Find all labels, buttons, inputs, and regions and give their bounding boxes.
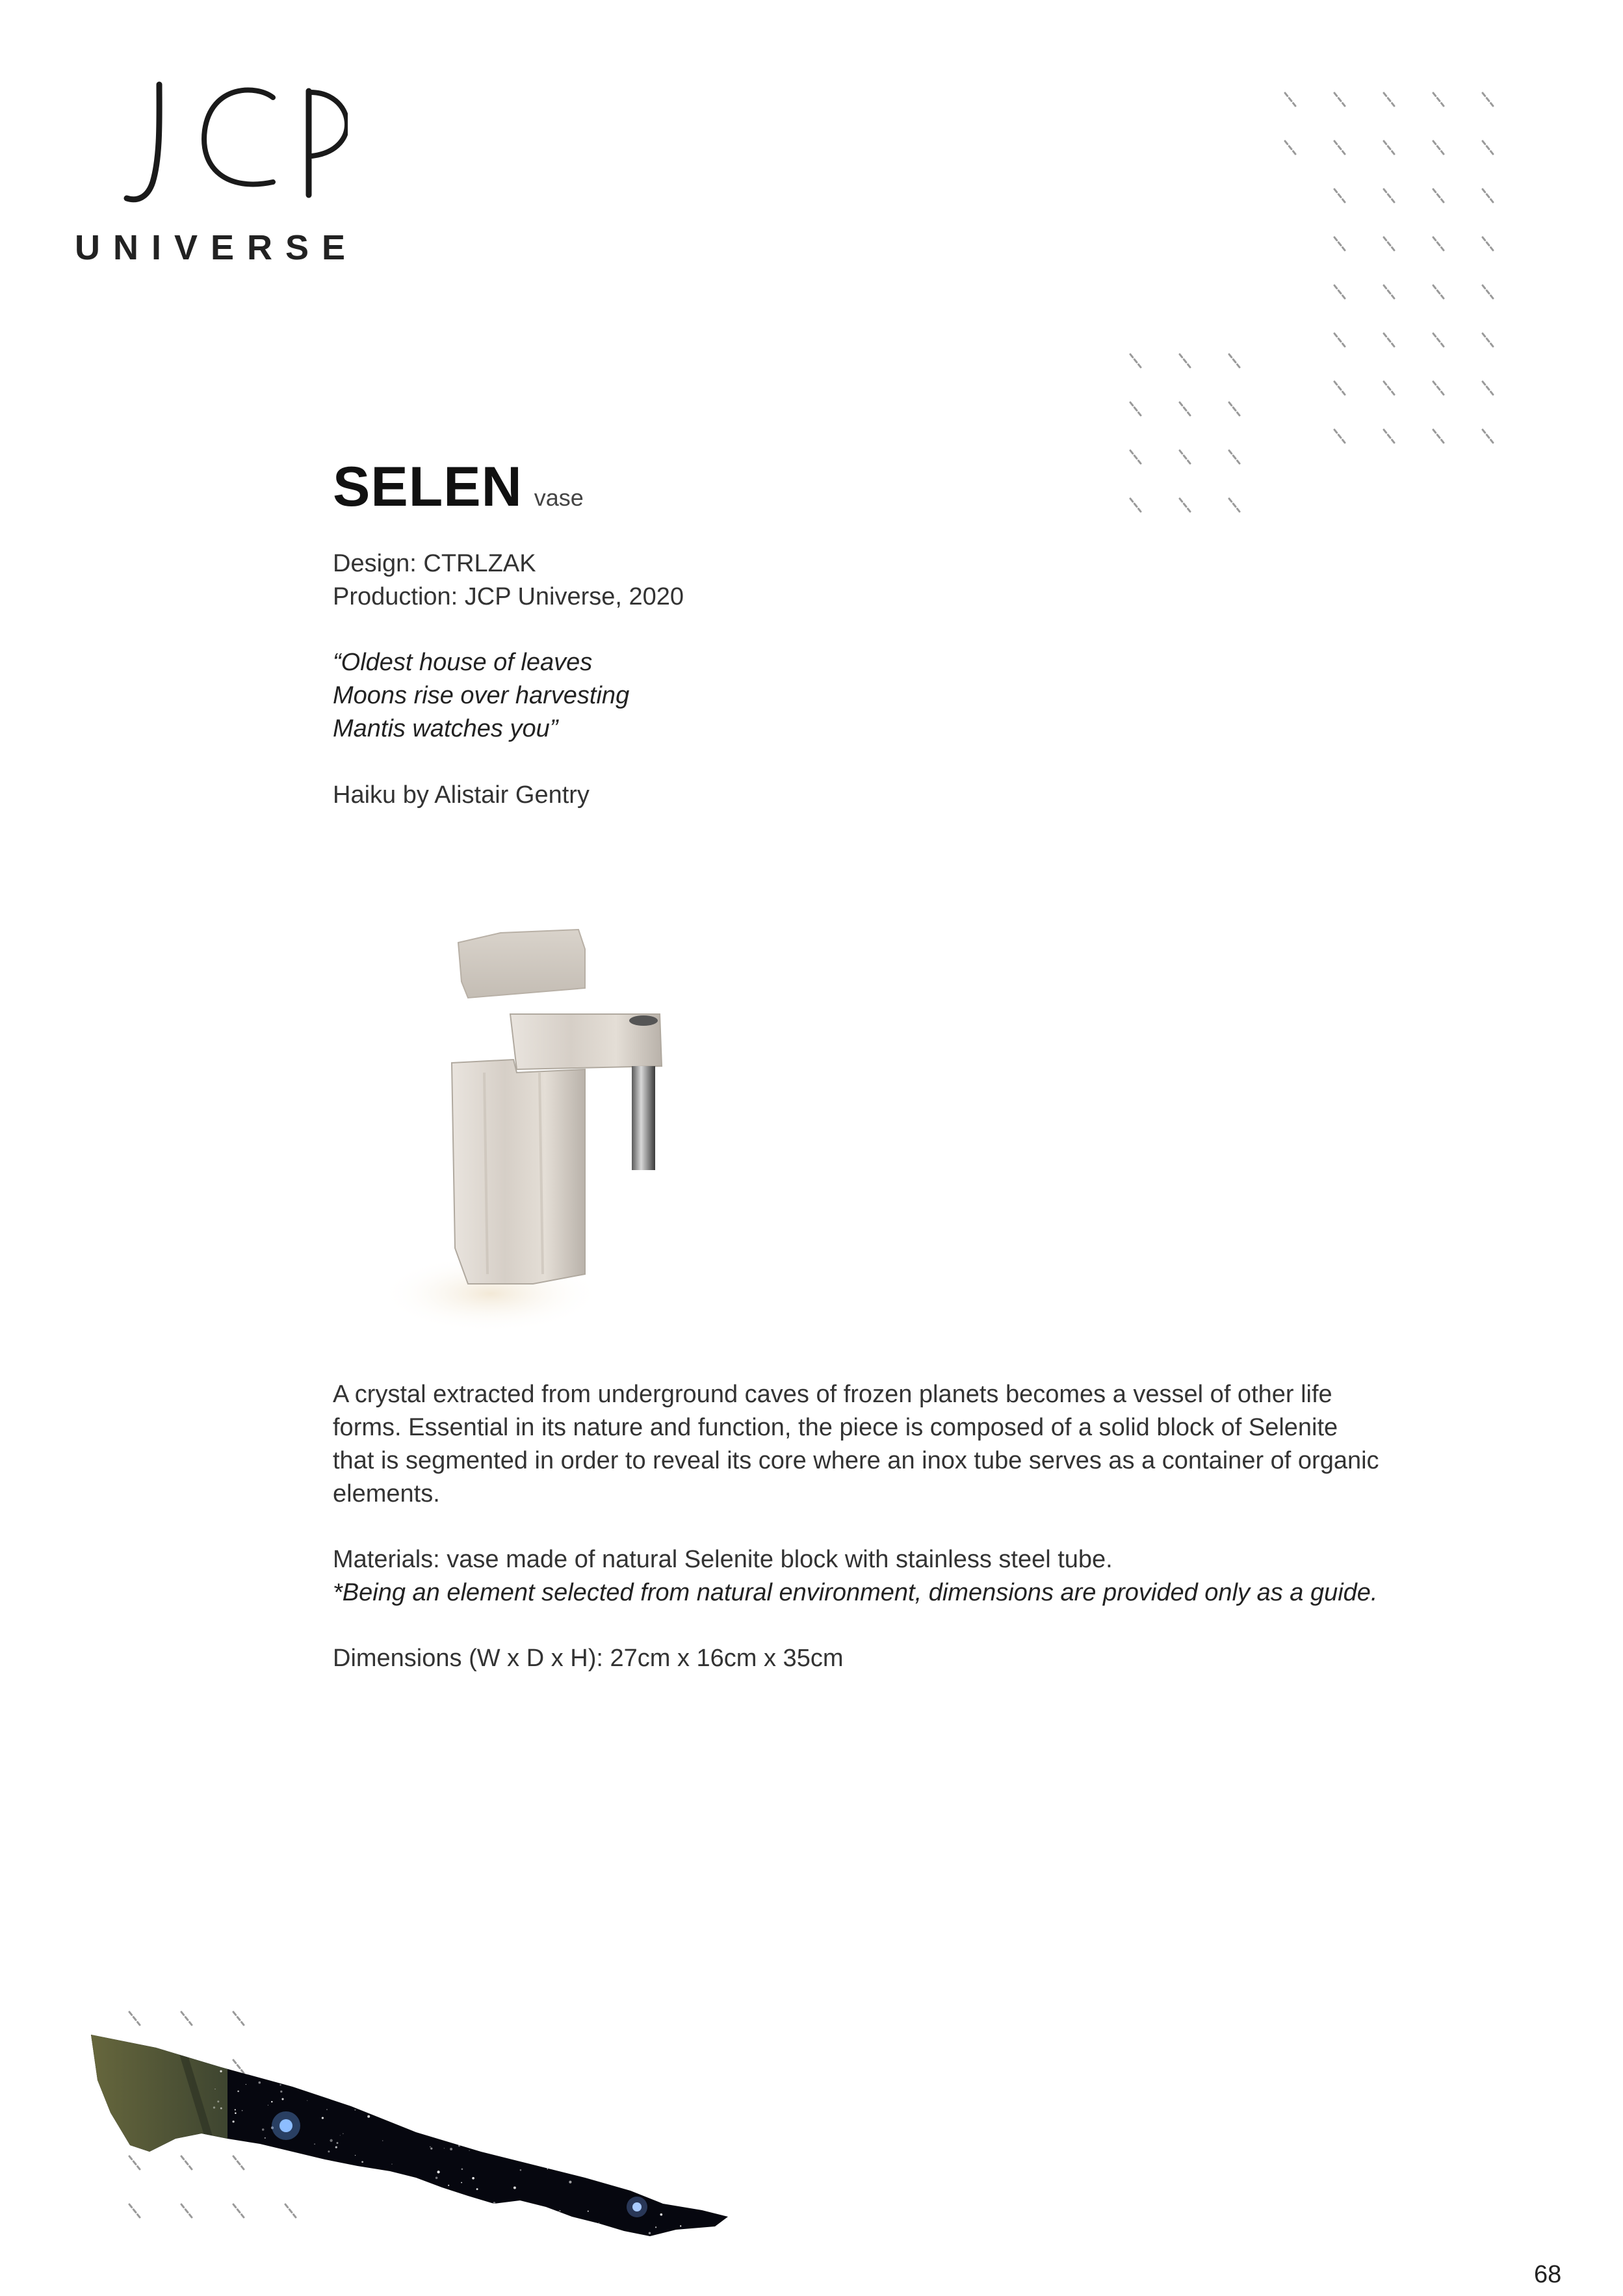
slash-mark: [1481, 332, 1495, 348]
slash-mark: [1128, 497, 1143, 514]
slash-mark: [1382, 283, 1396, 300]
haiku-credit: Haiku by Alistair Gentry: [333, 781, 590, 809]
slash-mark: [1481, 380, 1495, 397]
slash-mark: [1332, 380, 1347, 397]
slash-mark: [1431, 139, 1446, 156]
slash-mark: [1382, 187, 1396, 204]
brand-wordmark: UNIVERSE: [75, 228, 359, 267]
slash-mark: [1431, 428, 1446, 445]
dimensions-text: Dimensions (W x D x H): 27cm x 16cm x 35cm: [333, 1645, 844, 1672]
slash-mark: [1128, 449, 1143, 465]
product-name: SELEN: [333, 456, 523, 518]
slash-mark: [1332, 187, 1347, 204]
materials-text: Materials: vase made of natural Selenite block with stainless steel tube.: [333, 1546, 1113, 1573]
slash-mark: [1382, 428, 1396, 445]
slash-mark: [1481, 187, 1495, 204]
slash-mark: [1382, 91, 1396, 108]
slash-mark: [1178, 400, 1192, 417]
slash-mark: [1481, 283, 1495, 300]
slash-mark: [1283, 139, 1297, 156]
slash-mark: [1481, 235, 1495, 252]
slash-pattern-top: [0, 0, 1623, 585]
space-fragment-image: [78, 1989, 793, 2262]
slash-mark: [1332, 283, 1347, 300]
description-line: elements.: [333, 1480, 440, 1507]
slash-mark: [1283, 91, 1297, 108]
slash-mark: [1227, 352, 1241, 369]
credits-block: [333, 547, 684, 614]
design-credit: Design: CTRLZAK: [333, 550, 536, 577]
slash-mark: [1431, 283, 1446, 300]
slash-mark: [1332, 91, 1347, 108]
materials-block: [333, 1543, 1378, 1610]
product-title: [333, 455, 584, 519]
haiku-line: Mantis watches you”: [333, 715, 558, 742]
product-image: [370, 910, 695, 1352]
description-line: that is segmented in order to reveal its core where an inox tube serves as a container of organic: [333, 1447, 1379, 1474]
slash-mark: [1128, 400, 1143, 417]
slash-mark: [1382, 332, 1396, 348]
slash-mark: [1332, 139, 1347, 156]
slash-mark: [1431, 91, 1446, 108]
slash-mark: [1481, 428, 1495, 445]
product-type: vase: [534, 484, 584, 511]
slash-mark: [1431, 235, 1446, 252]
slash-mark: [1227, 449, 1241, 465]
slash-mark: [1332, 235, 1347, 252]
description-paragraph: [333, 1378, 1535, 1511]
slash-mark: [1128, 352, 1143, 369]
slash-mark: [1332, 332, 1347, 348]
slash-mark: [1178, 449, 1192, 465]
slash-mark: [1382, 380, 1396, 397]
slash-mark: [1332, 428, 1347, 445]
page-number: 68: [1534, 2261, 1562, 2288]
description-line: forms. Essential in its nature and function, the piece is composed of a solid block of Selenite: [333, 1414, 1338, 1441]
slash-mark: [1431, 332, 1446, 348]
slash-mark: [1431, 380, 1446, 397]
slash-mark: [1431, 187, 1446, 204]
materials-note: *Being an element selected from natural environment, dimensions are provided only as a guide.: [333, 1579, 1378, 1606]
haiku-block: [333, 646, 629, 746]
slash-mark: [1178, 497, 1192, 514]
slash-mark: [1178, 352, 1192, 369]
slash-mark: [1481, 91, 1495, 108]
haiku-line: Moons rise over harvesting: [333, 682, 630, 709]
slash-mark: [1382, 139, 1396, 156]
slash-mark: [1227, 400, 1241, 417]
slash-mark: [1382, 235, 1396, 252]
production-credit: Production: JCP Universe, 2020: [333, 583, 684, 610]
description-line: A crystal extracted from underground caves of frozen planets becomes a vessel of other life: [333, 1381, 1332, 1408]
slash-mark: [1227, 497, 1241, 514]
slash-mark: [1481, 139, 1495, 156]
haiku-line: “Oldest house of leaves: [333, 649, 593, 676]
